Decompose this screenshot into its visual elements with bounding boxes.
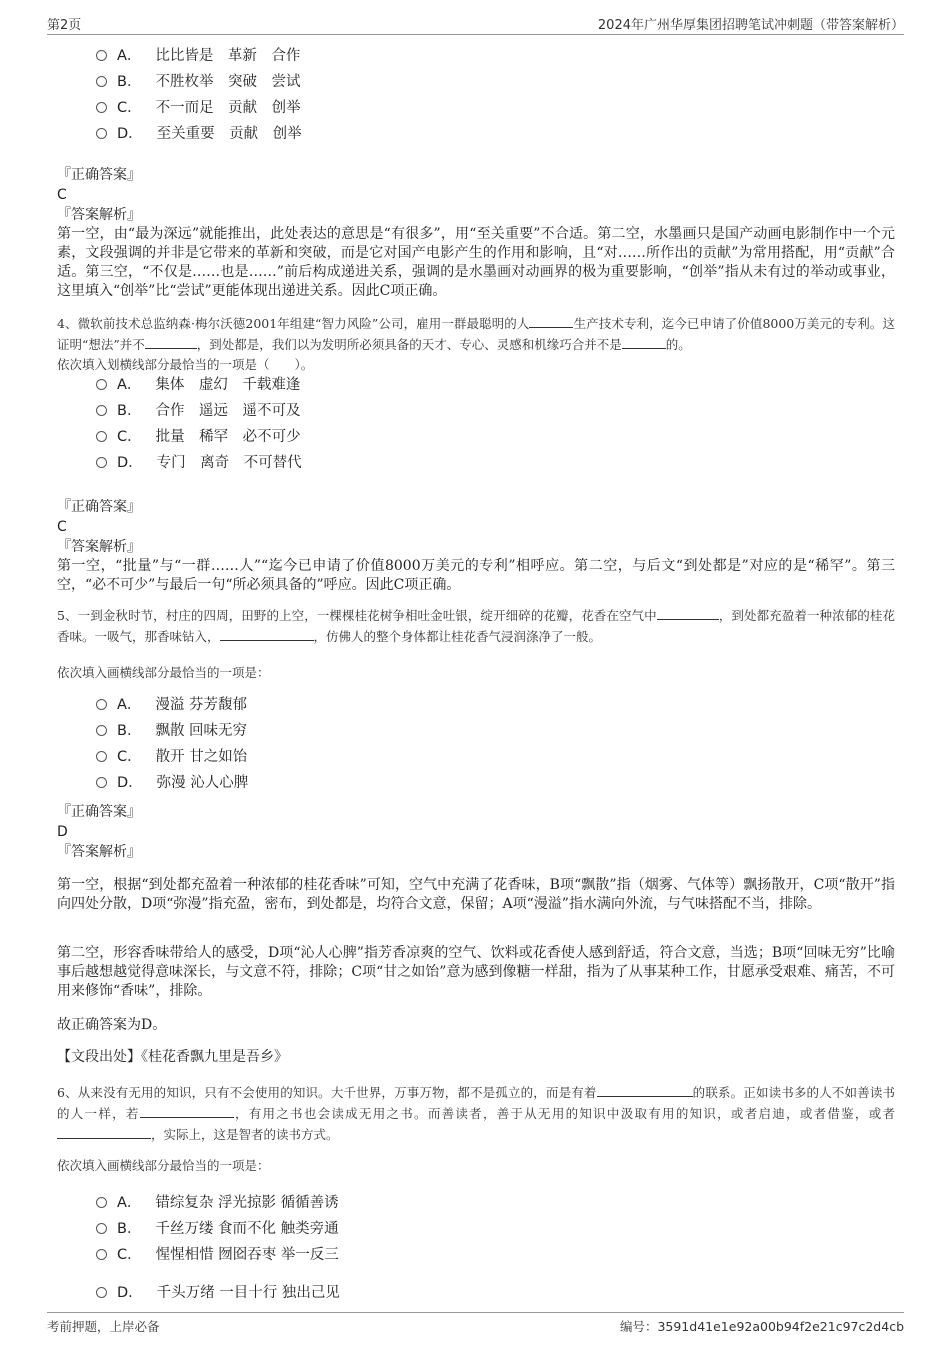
document-id: 编号：3591d41e1e92a00b94f2e21c97c2d4cb [619,1319,904,1334]
radio-icon[interactable] [96,379,107,390]
q6-option-b[interactable]: B． 千丝万缕 食而不化 触类旁通 [96,1216,339,1242]
q4-option-d[interactable]: D． 专门 离奇 不可替代 [96,450,302,476]
q5-stem: 5、一到金秋时节，村庄的四周，田野的上空，一棵棵桂花树争相吐金吐银，绽开细碎的花瓣，花香在空气中 ，到处都充盈着一种浓郁的桂花香味。一吸气，那香味钻入， ，仿佛人的整个身体都让桂花香气浸润涤净了一般。 [57,608,895,644]
answer-value: C [57,519,67,535]
q6-stem: 6、从来没有无用的知识，只有不会使用的知识。大千世界，万事万物，都不是孤立的，而是有着 的联系。正如读书多的人不如善读书的人一样，若 ，有用之书也会读成无用之书。而善读者，善于从无用的知识中汲取有用的知识，或者启迪，或者借鉴，或者，实际上，这是智者的读书方式。 [57,1085,895,1142]
q4-options [96,372,302,476]
page-header [47,14,904,35]
q3-option-b[interactable]: B． 不胜枚举 突破 尝试 [96,69,302,95]
analysis-label: 『答案解析』 [57,844,141,860]
radio-icon[interactable] [96,457,107,468]
radio-icon[interactable] [96,50,107,61]
answer-label: 『正确答案』 [57,804,141,820]
q5-instruction: 依次填入画横线部分最恰当的一项是： [57,665,270,680]
answer-label: 『正确答案』 [57,167,141,183]
q4-instruction: 依次填入划横线部分最恰当的一项是（ ）。 [57,357,314,372]
q4-option-c[interactable]: C． 批量 稀罕 必不可少 [96,424,302,450]
blank [220,627,314,641]
radio-icon[interactable] [96,102,107,113]
q3-option-d[interactable]: D． 至关重要 贡献 创举 [96,121,302,147]
blank [657,606,719,620]
blank [140,1104,234,1118]
q6-instruction-wrap [57,1156,895,1176]
q5-option-b[interactable]: B． 飘散 回味无穷 [96,718,248,744]
analysis-label: 『答案解析』 [57,207,141,223]
q5-instruction-wrap [57,663,895,683]
analysis-text: 第一空，由“最为深远”就能推出，此处表达的意思是“有很多”，用“至关重要”不合适。第二空，水墨画只是国产动画电影制作中一个元素，文段强调的并非是它带来的革新和突破，而是它对国产电影产生的作用和影响，且“对……所作出的贡献”为常用搭配，用“贡献”合适。第三空，“不仅是……也是……”前后构成递进关系，强调的是水墨画对动画界的极为重要影响，“创举”指从未有过的举动或事业，这里填入“创举”比“尝试”更能体现出递进关系。因此C项正确。 [57,226,895,299]
q6-options [96,1190,339,1268]
q3-options [96,43,302,147]
analysis-label: 『答案解析』 [57,539,141,555]
q5-conclusion: 故正确答案为D。 [57,1017,167,1033]
q5-source: 【文段出处】《桂花香飘九里是吾乡》 [57,1049,288,1065]
radio-icon[interactable] [96,1287,107,1298]
q5-analysis-para-2: 第二空，形容香味带给人的感受，D项“沁人心脾”指芳香凉爽的空气、饮料或花香使人感到舒适，符合文意，当选；B项“回味无穷”比喻事后越想越觉得意味深长，与文意不符，排除；C项“甘之如饴”意为感到像糖一样甜，指为了从事某种工作，甘愿承受艰难、痛苦，不可用来修饰“香味”，排除。 [57,945,895,999]
q5-analysis-para-1: 第一空，根据“到处都充盈着一种浓郁的桂花香味”可知，空气中充满了花香味，B项“飘散”指（烟雾、气体等）飘扬散开，C项“散开”指向四处分散，D项“弥漫”指充盈，密布，到处都是，均符合文意，保留；A项“漫溢”指水满向外流，与气味搭配不当，排除。 [57,877,895,912]
blank [597,1083,693,1097]
q6-option-a[interactable]: A． 错综复杂 浮光掠影 循循善诱 [96,1190,339,1216]
q3-option-a[interactable]: A． 比比皆是 革新 合作 [96,43,302,69]
answer-label: 『正确答案』 [57,499,141,515]
q4-option-a[interactable]: A． 集体 虚幻 千载难逢 [96,372,302,398]
q6-options-continued [96,1280,340,1306]
radio-icon[interactable] [96,725,107,736]
page-number: 第2页 [47,18,82,33]
q3-option-c[interactable]: C． 不一而足 贡献 创举 [96,95,302,121]
page-footer [47,1312,904,1338]
radio-icon[interactable] [96,751,107,762]
radio-icon[interactable] [96,1223,107,1234]
answer-value: C [57,187,67,203]
q5-option-a[interactable]: A． 漫溢 芬芳馥郁 [96,692,248,718]
q6-option-d[interactable]: D． 千头万绪 一目十行 独出己见 [96,1280,340,1306]
q6-option-c[interactable]: C． 惺惺相惜 囫囵吞枣 举一反三 [96,1242,339,1268]
radio-icon[interactable] [96,76,107,87]
radio-icon[interactable] [96,699,107,710]
radio-icon[interactable] [96,128,107,139]
answer-value: D [57,824,68,840]
radio-icon[interactable] [96,405,107,416]
radio-icon[interactable] [96,431,107,442]
blank [145,335,197,349]
q6-instruction: 依次填入画横线部分最恰当的一项是： [57,1158,270,1173]
blank [529,314,573,328]
analysis-text: 第一空，“批量”与“一群……人”“迄今已申请了价值8000万美元的专利”相呼应。第二空，与后文“到处都是”对应的是“稀罕”。第三空，“必不可少”与最后一句“所必须具备的”呼应。因此C项正确。 [57,558,895,593]
q5-option-c[interactable]: C． 散开 甘之如饴 [96,744,248,770]
q5-options [96,692,248,796]
q5-answer-block [57,802,895,862]
blank [622,335,666,349]
document-title: 2024年广州华厚集团招聘笔试冲刺题（带答案解析） [597,18,904,33]
radio-icon[interactable] [96,777,107,788]
radio-icon[interactable] [96,1249,107,1260]
q3-answer-block [57,165,895,301]
radio-icon[interactable] [96,1197,107,1208]
q4-option-b[interactable]: B． 合作 遥远 遥不可及 [96,398,302,424]
q4-stem: 4、微软前技术总监纳森·梅尔沃德2001年组建“智力风险”公司，雇用一群最聪明的人 生产技术专利，迄今已申请了价值8000万美元的专利。这证明“想法”并不 ，到处都是，我们以为发明所必须具备的天才、专心、灵感和机缘巧合并不是 的。 依次填入划横线部分最恰当的一项是（ ）。 [57,313,895,375]
footer-slogan: 考前押题，上岸必备 [47,1319,160,1334]
blank [57,1125,151,1139]
q4-answer-block [57,497,895,595]
q5-option-d[interactable]: D． 弥漫 沁人心脾 [96,770,248,796]
